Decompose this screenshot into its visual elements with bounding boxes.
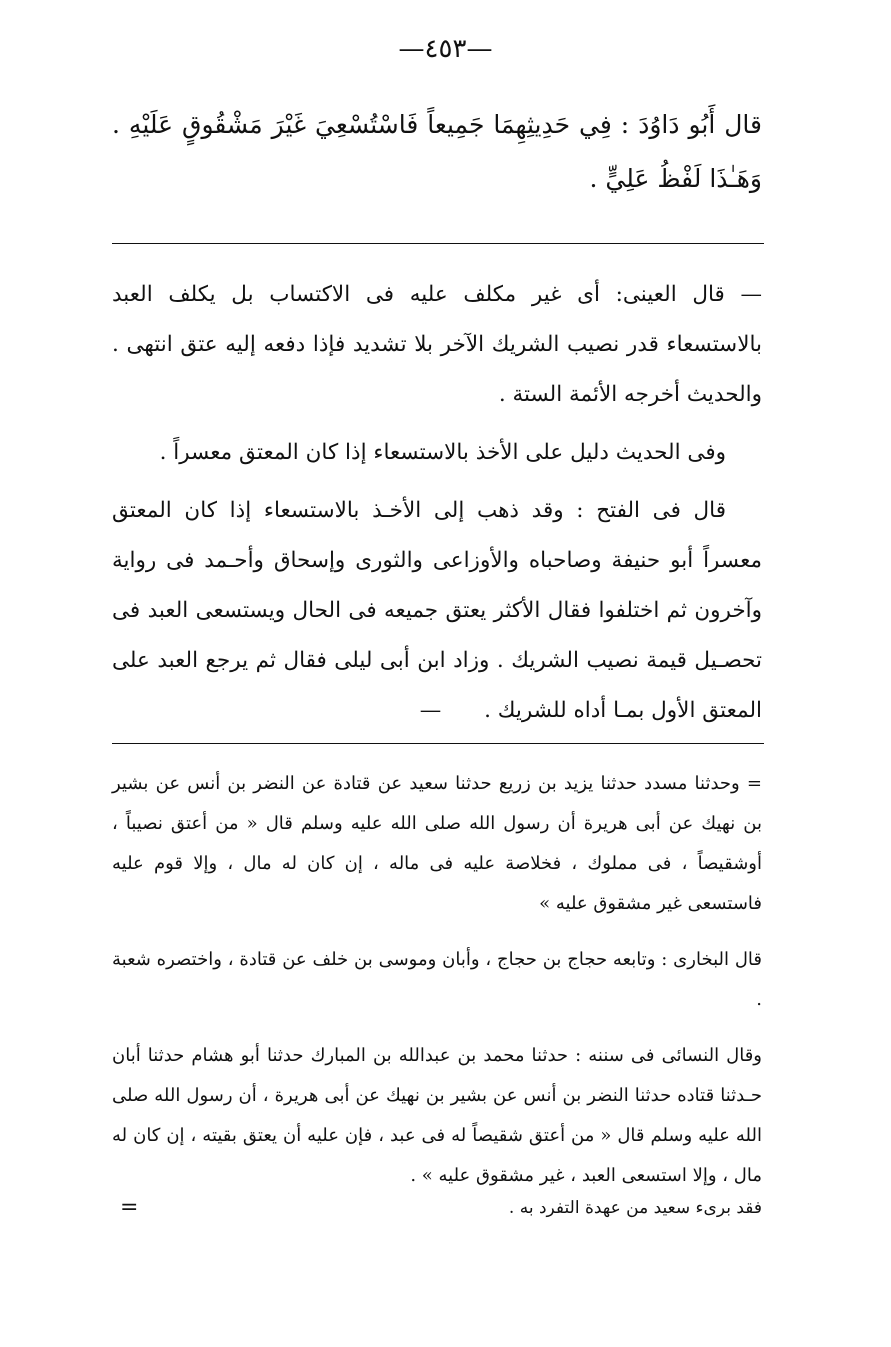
commentary-paragraph: وفى الحديث دليل على الأخذ بالاستسعاء إذا كان المعتق معسراً . — [159, 440, 726, 465]
continuation-mark: = — [120, 1195, 139, 1220]
divider-footnotes — [112, 743, 764, 744]
continuation-dash: — — [419, 698, 442, 723]
divider-top — [112, 243, 764, 244]
hadith-text: قال أَبُو دَاوُدَ : فِي حَدِيثِهِمَا جَمِيعاً فَاسْتُسْعِيَ غَيْرَ مَشْقُوقٍ عَلَيْهِ . وَهَـٰذَا لَفْظُ عَلِيٍّ . — [112, 110, 762, 193]
commentary-section — [112, 270, 762, 736]
footnotes-section — [112, 764, 762, 1196]
footnote-closing-text: فقد برىء سعيد من عهدة التفرد به . — [508, 1198, 762, 1218]
commentary-paragraph-text: قال فى الفتح : وقد ذهب إلى الأخـذ بالاستسعاء إذا كان المعتق معسراً أبو حنيفة وصاحباه والأوزاعى والثورى وإسحاق وأحـمد فى رواية وآخرون ثم اختلفوا فقال الأكثر يعتق جميعه فى الحال ويستسعى العبد فى تحصـيل قيمة نصيب الشريك . وزاد ابن أبى ليلى فقال ثم يرجع العبد على المعتق الأول بمـا أداه للشريك . — [112, 498, 762, 723]
footnote-paragraph: وقال النسائى فى سننه : حدثنا محمد بن عبدالله بن المبارك حدثنا أبو هشام حدثنا أبان حـدثنا قتاده حدثنا النضر بن أنس عن بشير بن نهيك عن أبى هريرة ، أن رسول الله صلى الله عليه وسلم قال « من أعتق شقيصاً له فى عبد ، فإن عليه أن يعتق بقيته ، إن كان له مال ، وإلا استسعى العبد ، غير مشقوق عليه » . — [112, 1045, 762, 1186]
footnote-paragraph: = وحدثنا مسدد حدثنا يزيد بن زريع حدثنا سعيد عن قتادة عن النضر بن أنس عن بشير بن نهيك عن أبى هريرة أن رسول الله صلى الله عليه وسلم قال « من أعتق نصيباً ، أوشقيصاً ، فى مملوك ، فخلاصة عليه فى ماله ، إن كان له مال ، وإلا قوم عليه فاستسعى غير مشقوق عليه » — [112, 773, 762, 914]
commentary-paragraph — [112, 486, 762, 736]
page-number: —٤٥٣— — [398, 34, 493, 64]
footnote-last-line — [112, 1190, 762, 1230]
commentary-paragraph: — قال العينى: أى غير مكلف عليه فى الاكتساب بل يكلف العبد بالاستسعاء قدر نصيب الشريك الآخر بلا تشديد فإذا دفعه إليه عتق انتهى . والحديث أخرجه الأئمة الستة . — [112, 282, 762, 407]
footnote-paragraph: قال البخارى : وتابعه حجاج بن حجاج ، وأبان وموسى بن خلف عن قتادة ، واختصره شعبة . — [112, 949, 762, 1010]
